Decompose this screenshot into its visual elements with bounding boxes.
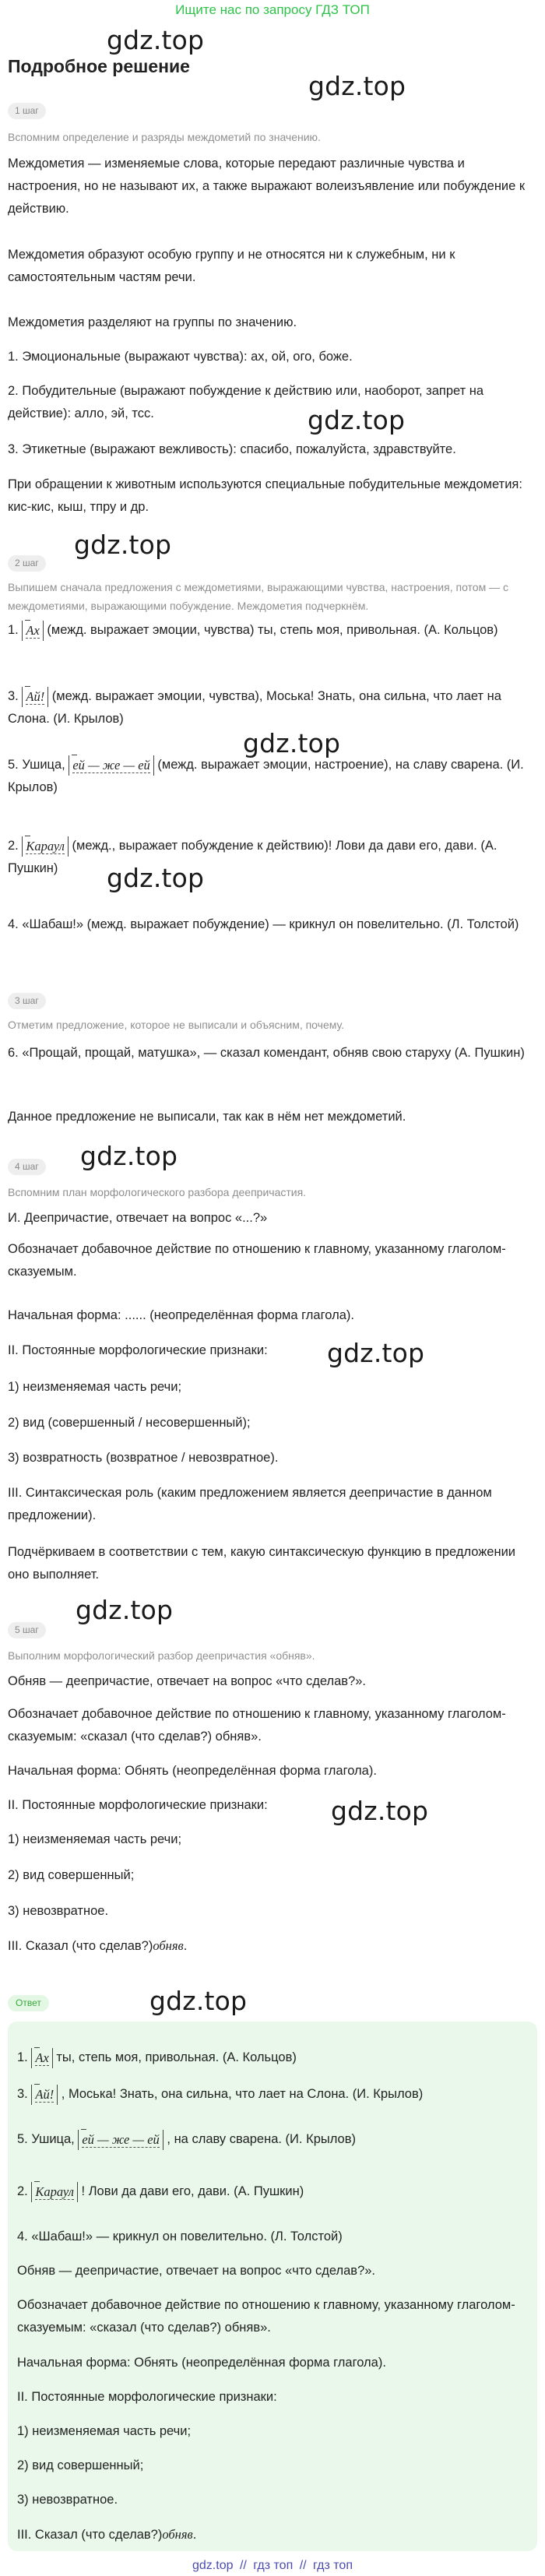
footer-link[interactable]: gdz.top — [192, 2559, 234, 2572]
step-badge: 1 шаг — [8, 103, 46, 119]
footer-link[interactable]: гдз топ — [313, 2559, 353, 2572]
footer — [0, 2557, 545, 2574]
watermark: gdz.top — [107, 863, 205, 893]
paragraph: III. Синтаксическая роль (каким предложением является деепричастие в данном предложении). — [8, 1486, 492, 1522]
step-badge: 5 шаг — [8, 1622, 46, 1638]
answer-line: 2) вид совершенный; — [17, 2458, 144, 2472]
interjection-line: 2. Караул (межд., выражает побуждение к действию)! Лови да дави его, дави. (А. Пушкин) — [8, 835, 537, 880]
interjection-line: 3. Ай! (межд. выражает эмоции, чувства), Моська! Знать, она сильна, что лает на Слона. (И. Крылов) — [8, 685, 537, 730]
answer-line: 3) невозвратное. — [17, 2493, 118, 2507]
step-note: Выполним морфологический разбор деепричастия «обняв». — [8, 1649, 315, 1662]
answer-line: 2. Караул ! Лови да дави его, дави. (А. Пушкин) — [17, 2180, 523, 2203]
paragraph: III. Сказал (что сделав?)обняв. — [8, 1938, 188, 1953]
page-title: Подробное решение — [8, 56, 190, 76]
interjection-mark: ей — же — ей — [69, 755, 153, 776]
paragraph: 2. Побудительные (выражают побуждение к действию или, наоборот, запрет на действие): алло, эй, тсс. — [8, 384, 484, 421]
paragraph: 6. «Прощай, прощай, матушка», — сказал комендант, обняв свою старуху (А. Пушкин) — [8, 1046, 525, 1060]
step-badge: 2 шаг — [8, 555, 46, 572]
footer-separator: // — [299, 2559, 307, 2572]
paragraph: 2) вид совершенный; — [8, 1868, 135, 1882]
paragraph: Обняв — деепричастие, отвечает на вопрос «что сделав?». — [8, 1674, 367, 1688]
paragraph: Начальная форма: Обнять (неопределённая форма глагола). — [8, 1764, 377, 1778]
step-badge: 4 шаг — [8, 1159, 46, 1175]
answer-line: Обняв — деепричастие, отвечает на вопрос «что сделав?». — [17, 2264, 376, 2278]
interjection-line: 5. Ушица, ей — же — ей (межд. выражает эмоции, настроение), на славу сварена. (И. Крылов) — [8, 754, 537, 799]
interjection-mark: Ах — [31, 2048, 52, 2068]
answer-line: 5. Ушица, ей — же — ей , на славу сварена. (И. Крылов) — [17, 2128, 523, 2151]
step-note: Отметим предложение, которое не выписали и объясним, почему. — [8, 1019, 345, 1031]
answer-line: Обозначает добавочное действие по отношению к главному, указанному глаголом-сказуемым: «сказал (что сделав?) обняв». — [17, 2298, 515, 2335]
watermark: gdz.top — [76, 1595, 174, 1625]
paragraph: При обращении к животным используются специальные побудительные междометия: кис-кис, кыш, тпру и др. — [8, 477, 522, 514]
watermark: gdz.top — [80, 1141, 178, 1171]
interjection-mark: Караул — [31, 2182, 78, 2202]
paragraph: Обозначает добавочное действие по отношению к главному, указанному глаголом-сказуемым: «сказал (что сделав?) обняв». — [8, 1707, 506, 1744]
paragraph: Подчёркиваем в соответствии с тем, какую синтаксическую функцию в предложении оно выполняет. — [8, 1545, 516, 1582]
paragraph: Данное предложение не выписали, так как в нём нет междометий. — [8, 1110, 406, 1124]
step-note: Вспомним определение и разряды междометий по значению. — [8, 131, 321, 143]
paragraph: 1) неизменяемая часть речи; — [8, 1380, 182, 1394]
paragraph: Междометия образуют особую группу и не относятся ни к служебным, ни к самостоятельным частям речи. — [8, 248, 455, 284]
answer-badge: Ответ — [8, 1995, 49, 2011]
interjection-mark: Ай! — [31, 2085, 58, 2105]
step-note: Выпишем сначала предложения с междометиями, выражающими чувства, настроения, потом — с междометиями, выражающими побуждение. Междометия подчеркнём. — [8, 581, 508, 612]
participle-word: обняв — [162, 2527, 193, 2542]
paragraph: Междометия разделяют на группы по значению. — [8, 315, 297, 329]
interjection-line: 1. Ах (межд. выражает эмоции, чувства) ты, степь моя, привольная. (А. Кольцов) — [8, 619, 537, 642]
paragraph: 1) неизменяемая часть речи; — [8, 1832, 182, 1846]
paragraph: II. Постоянные морфологические признаки: — [8, 1798, 268, 1812]
paragraph: 2) вид (совершенный / несовершенный); — [8, 1416, 251, 1430]
step-badge: 3 шаг — [8, 993, 46, 1009]
watermark: gdz.top — [243, 728, 341, 758]
paragraph: II. Постоянные морфологические признаки: — [8, 1343, 268, 1357]
paragraph: 1. Эмоциональные (выражают чувства): ах, ой, ого, боже. — [8, 350, 353, 364]
answer-line: 1. Ах ты, степь моя, привольная. (А. Кольцов) — [17, 2046, 523, 2069]
interjection-mark: Ай! — [22, 687, 48, 707]
interjection-mark: Ах — [22, 621, 43, 641]
watermark: gdz.top — [331, 1796, 429, 1826]
paragraph: 3) невозвратное. — [8, 1904, 109, 1918]
paragraph: 3) возвратность (возвратное / невозвратное). — [8, 1451, 279, 1465]
answer-line: 1) неизменяемая часть речи; — [17, 2424, 192, 2438]
answer-line: II. Постоянные морфологические признаки: — [17, 2390, 277, 2404]
paragraph: И. Деепричастие, отвечает на вопрос «...?» — [8, 1211, 268, 1225]
watermark: gdz.top — [308, 71, 406, 101]
interjection-mark: Караул — [22, 836, 69, 857]
watermark: gdz.top — [308, 405, 406, 435]
answer-line: 3. Ай! , Моська! Знать, она сильна, что лает на Слона. (И. Крылов) — [17, 2083, 523, 2106]
watermark: gdz.top — [107, 25, 205, 55]
watermark: gdz.top — [149, 1986, 248, 2016]
participle-word: обняв — [153, 1938, 184, 1953]
paragraph: Обозначает добавочное действие по отношению к главному, указанному глаголом-сказуемым. — [8, 1242, 506, 1279]
paragraph: Начальная форма: ...... (неопределённая форма глагола). — [8, 1308, 354, 1322]
watermark: gdz.top — [74, 530, 172, 560]
footer-separator: // — [239, 2559, 247, 2572]
answer-line: 4. «Шабаш!» — крикнул он повелительно. (Л. Толстой) — [17, 2229, 343, 2243]
paragraph: 3. Этикетные (выражают вежливость): спасибо, пожалуйста, здравствуйте. — [8, 442, 456, 456]
answer-line: III. Сказал (что сделав?)обняв. — [17, 2527, 197, 2542]
top-search-link[interactable]: Ищите нас по запросу ГДЗ ТОП — [175, 2, 370, 17]
paragraph: 4. «Шабаш!» (межд. выражает побуждение) — крикнул он повелительно. (Л. Толстой) — [8, 917, 519, 931]
paragraph: Междометия — изменяемые слова, которые передают различные чувства и настроения, но не называют их, а также выражают волеизъявление или побуждение к действию. — [8, 157, 526, 216]
footer-link[interactable]: гдз топ — [253, 2559, 294, 2572]
step-note: Вспомним план морфологического разбора деепричастия. — [8, 1186, 307, 1198]
watermark: gdz.top — [327, 1338, 425, 1368]
answer-line: Начальная форма: Обнять (неопределённая форма глагола). — [17, 2356, 386, 2370]
interjection-mark: ей — же — ей — [78, 2130, 163, 2150]
